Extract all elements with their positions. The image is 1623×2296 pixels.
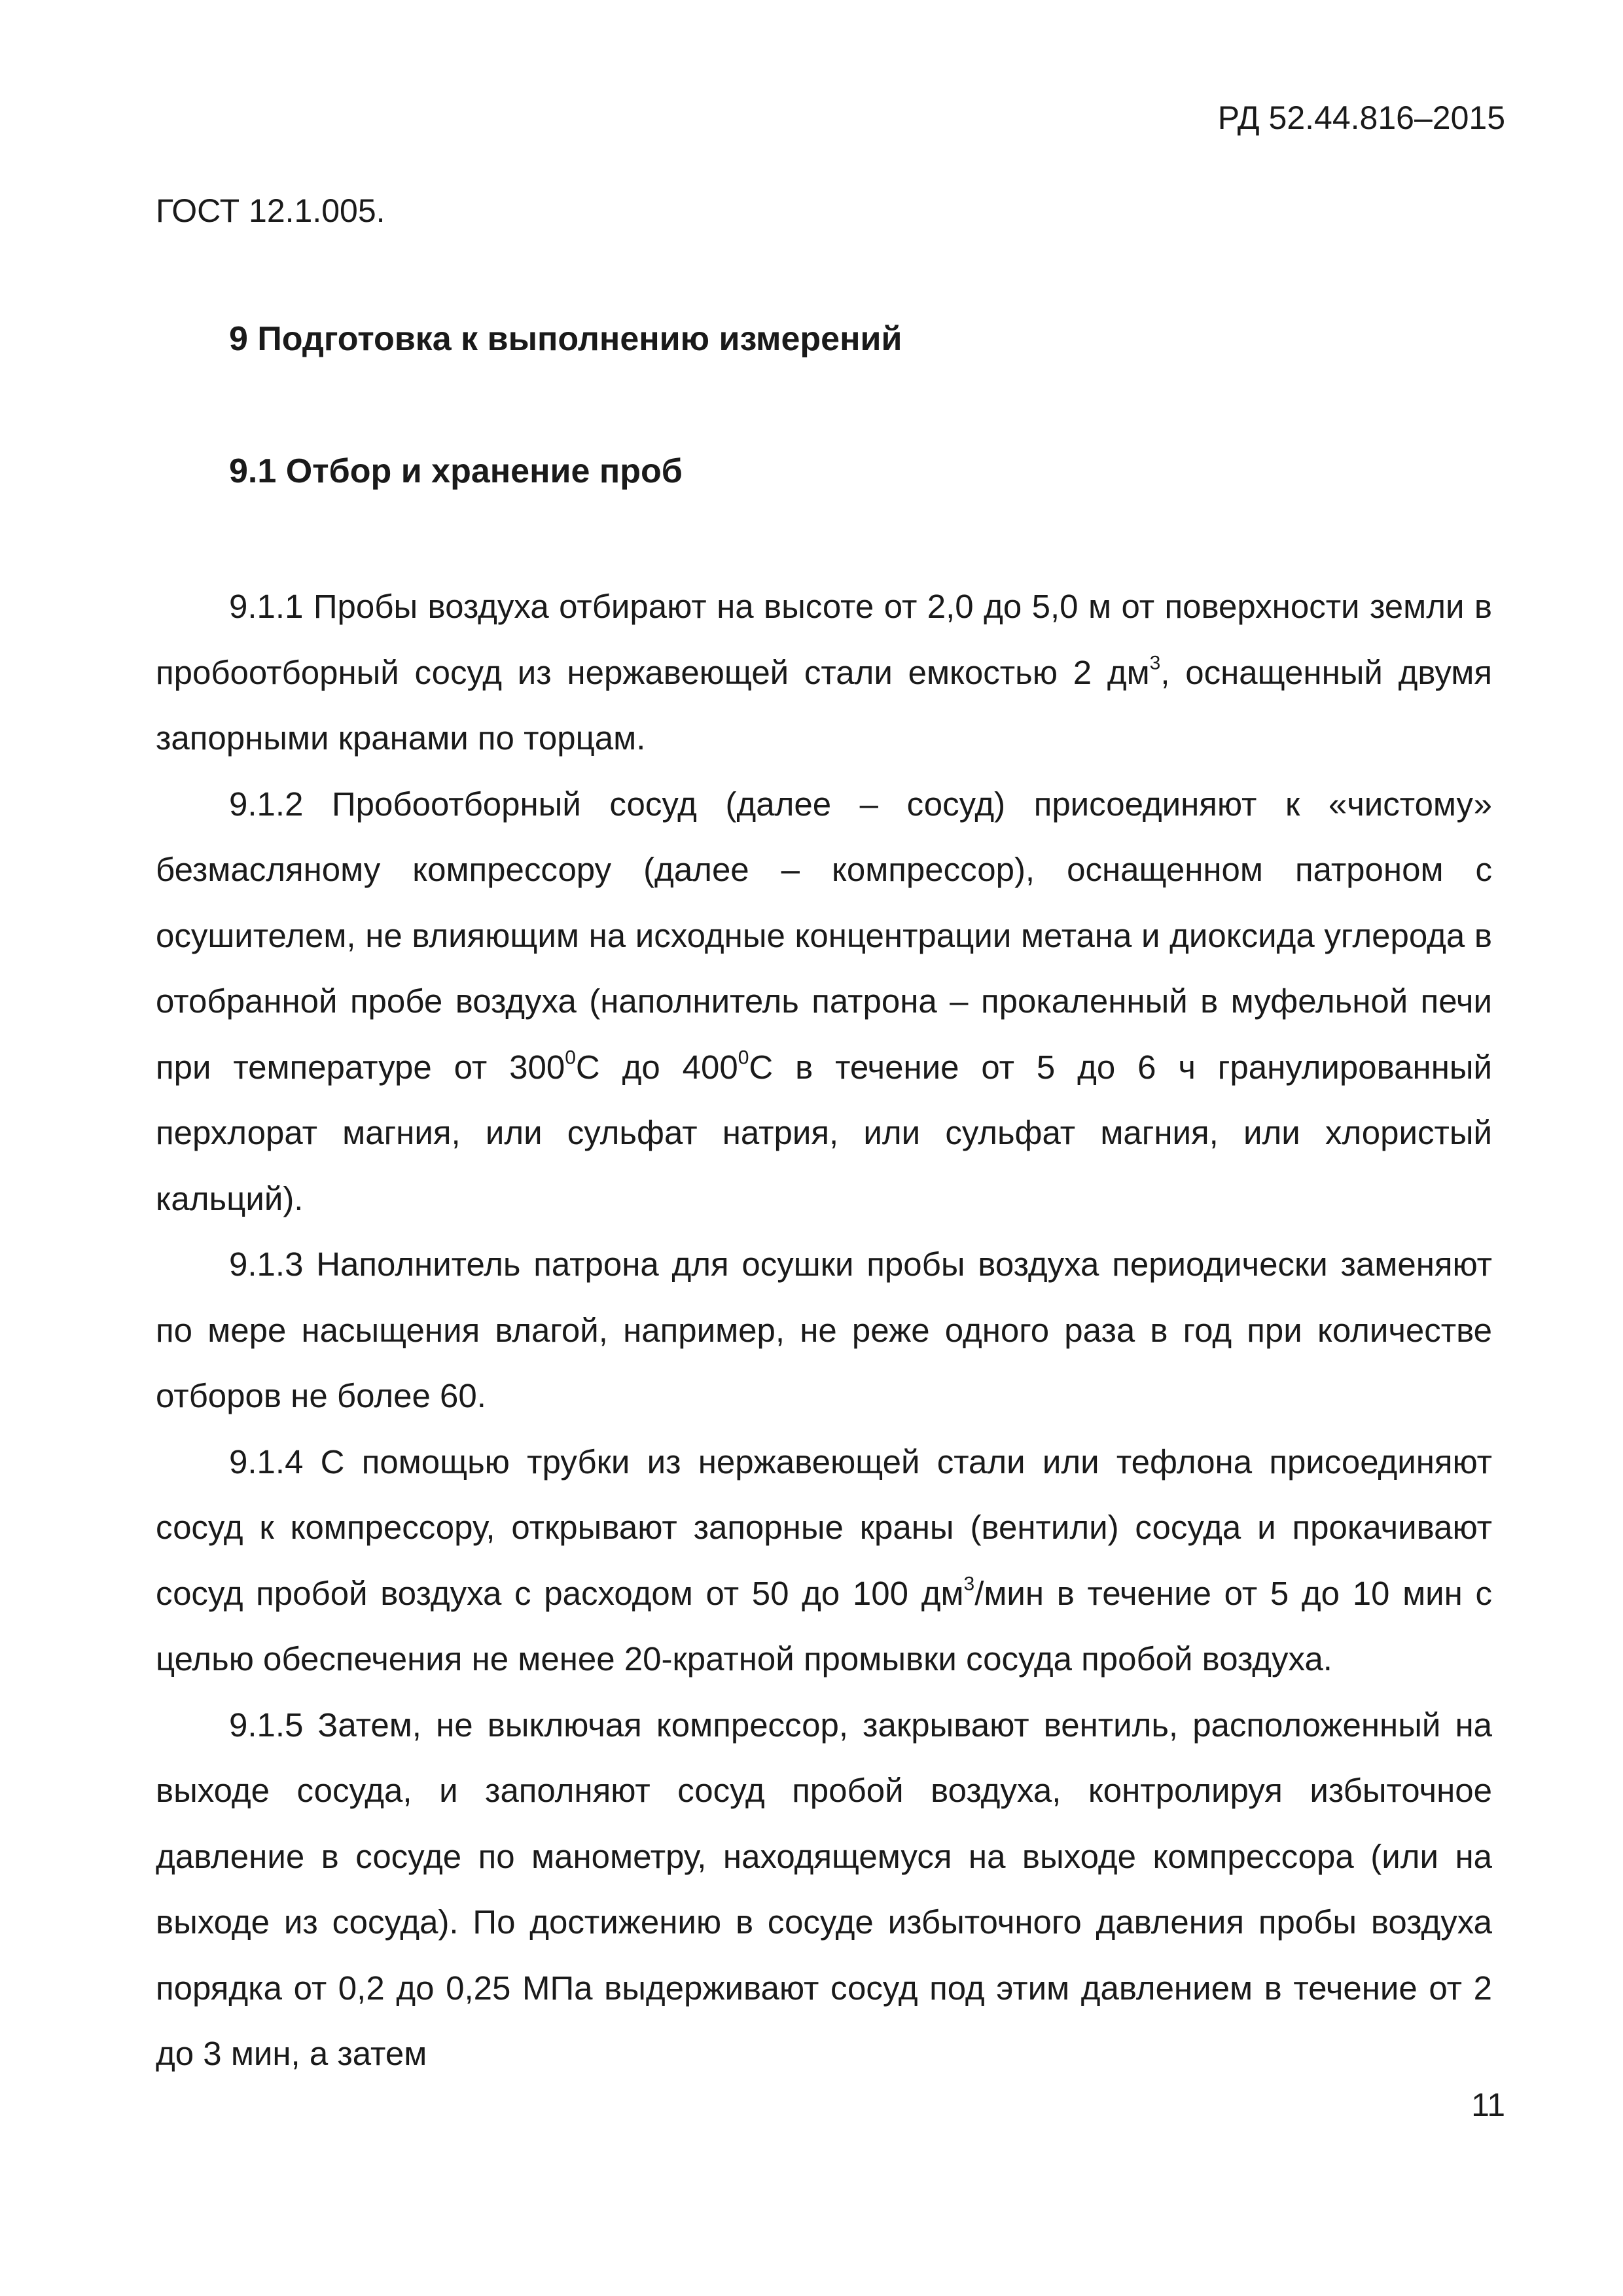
paragraph-text: 9.1.4 С помощью трубки из нержавеющей стали или тефлона присоединяют сосуд к компрессору, открывают запорные краны (вентили) сосуда и прокачивают сосуд пробой воздуха с расходом от 50 до 100 дм [156, 1443, 1492, 1612]
paragraph-text: 9.1.1 Пробы воздуха отбирают на высоте от 2,0 до 5,0 м от поверхности земли в пробоотборный сосуд из нержавеющей стали емкостью 2 дм [156, 588, 1492, 691]
paragraph-text: /мин в течение от 5 до 10 мин с целью обеспечения не менее 20-кратной промывки сосуда пробой воздуха. [156, 1574, 1492, 1677]
paragraph-9-1-5: 9.1.5 Затем, не выключая компрессор, закрывают вентиль, расположенный на выходе сосуда, и заполняют сосуд пробой воздуха, контролируя избыточное давление в сосуде по манометру, находящемуся на выходе компрессора (или на выходе из сосуда). По достижению в сосуде избыточного давления пробы воздуха порядка от 0,2 до 0,25 МПа выдерживают сосуд под этим давлением в течение от 2 до 3 мин, а затем [156, 1706, 1492, 2072]
paragraph-text: , оснащенный двумя запорными кранами по торцам. [156, 653, 1492, 757]
paragraph-text: С в течение от 5 до 6 ч гранулированный перхлорат магния, или сульфат натрия, или сульфат магния, или хлористый кальций). [156, 1048, 1492, 1217]
paragraph-9-1-4 [156, 1429, 1492, 1693]
subsection-heading: 9.1 Отбор и хранение проб [229, 452, 683, 490]
superscript: 3 [1149, 652, 1161, 673]
paragraph-9-1-2 [156, 772, 1492, 1232]
continuation-text: ГОСТ 12.1.005. [156, 192, 385, 229]
body-text [156, 574, 1492, 2087]
superscript: 0 [565, 1047, 576, 1068]
superscript: 3 [963, 1573, 975, 1594]
section-heading: 9 Подготовка к выполнению измерений [229, 320, 902, 358]
page-number: 11 [1471, 2087, 1505, 2123]
document-code-header: РД 52.44.816–2015 [1217, 99, 1505, 136]
paragraph-9-1-1 [156, 574, 1492, 772]
paragraph-9-1-3: 9.1.3 Наполнитель патрона для осушки пробы воздуха периодически заменяют по мере насыщения влагой, например, не реже одного раза в год при количестве отборов не более 60. [156, 1246, 1492, 1414]
paragraph-text: С до 400 [575, 1048, 738, 1086]
paragraph-text: 9.1.2 Пробоотборный сосуд (далее – сосуд) присоединяют к «чистому» безмасляному компрессору (далее – компрессор), оснащенном патроном с осушителем, не влияющим на исходные концентрации метана и диоксида углерода в отобранной пробе воздуха (наполнитель патрона – прокаленный в муфельной печи при температуре от 300 [156, 785, 1492, 1086]
superscript: 0 [738, 1047, 749, 1068]
